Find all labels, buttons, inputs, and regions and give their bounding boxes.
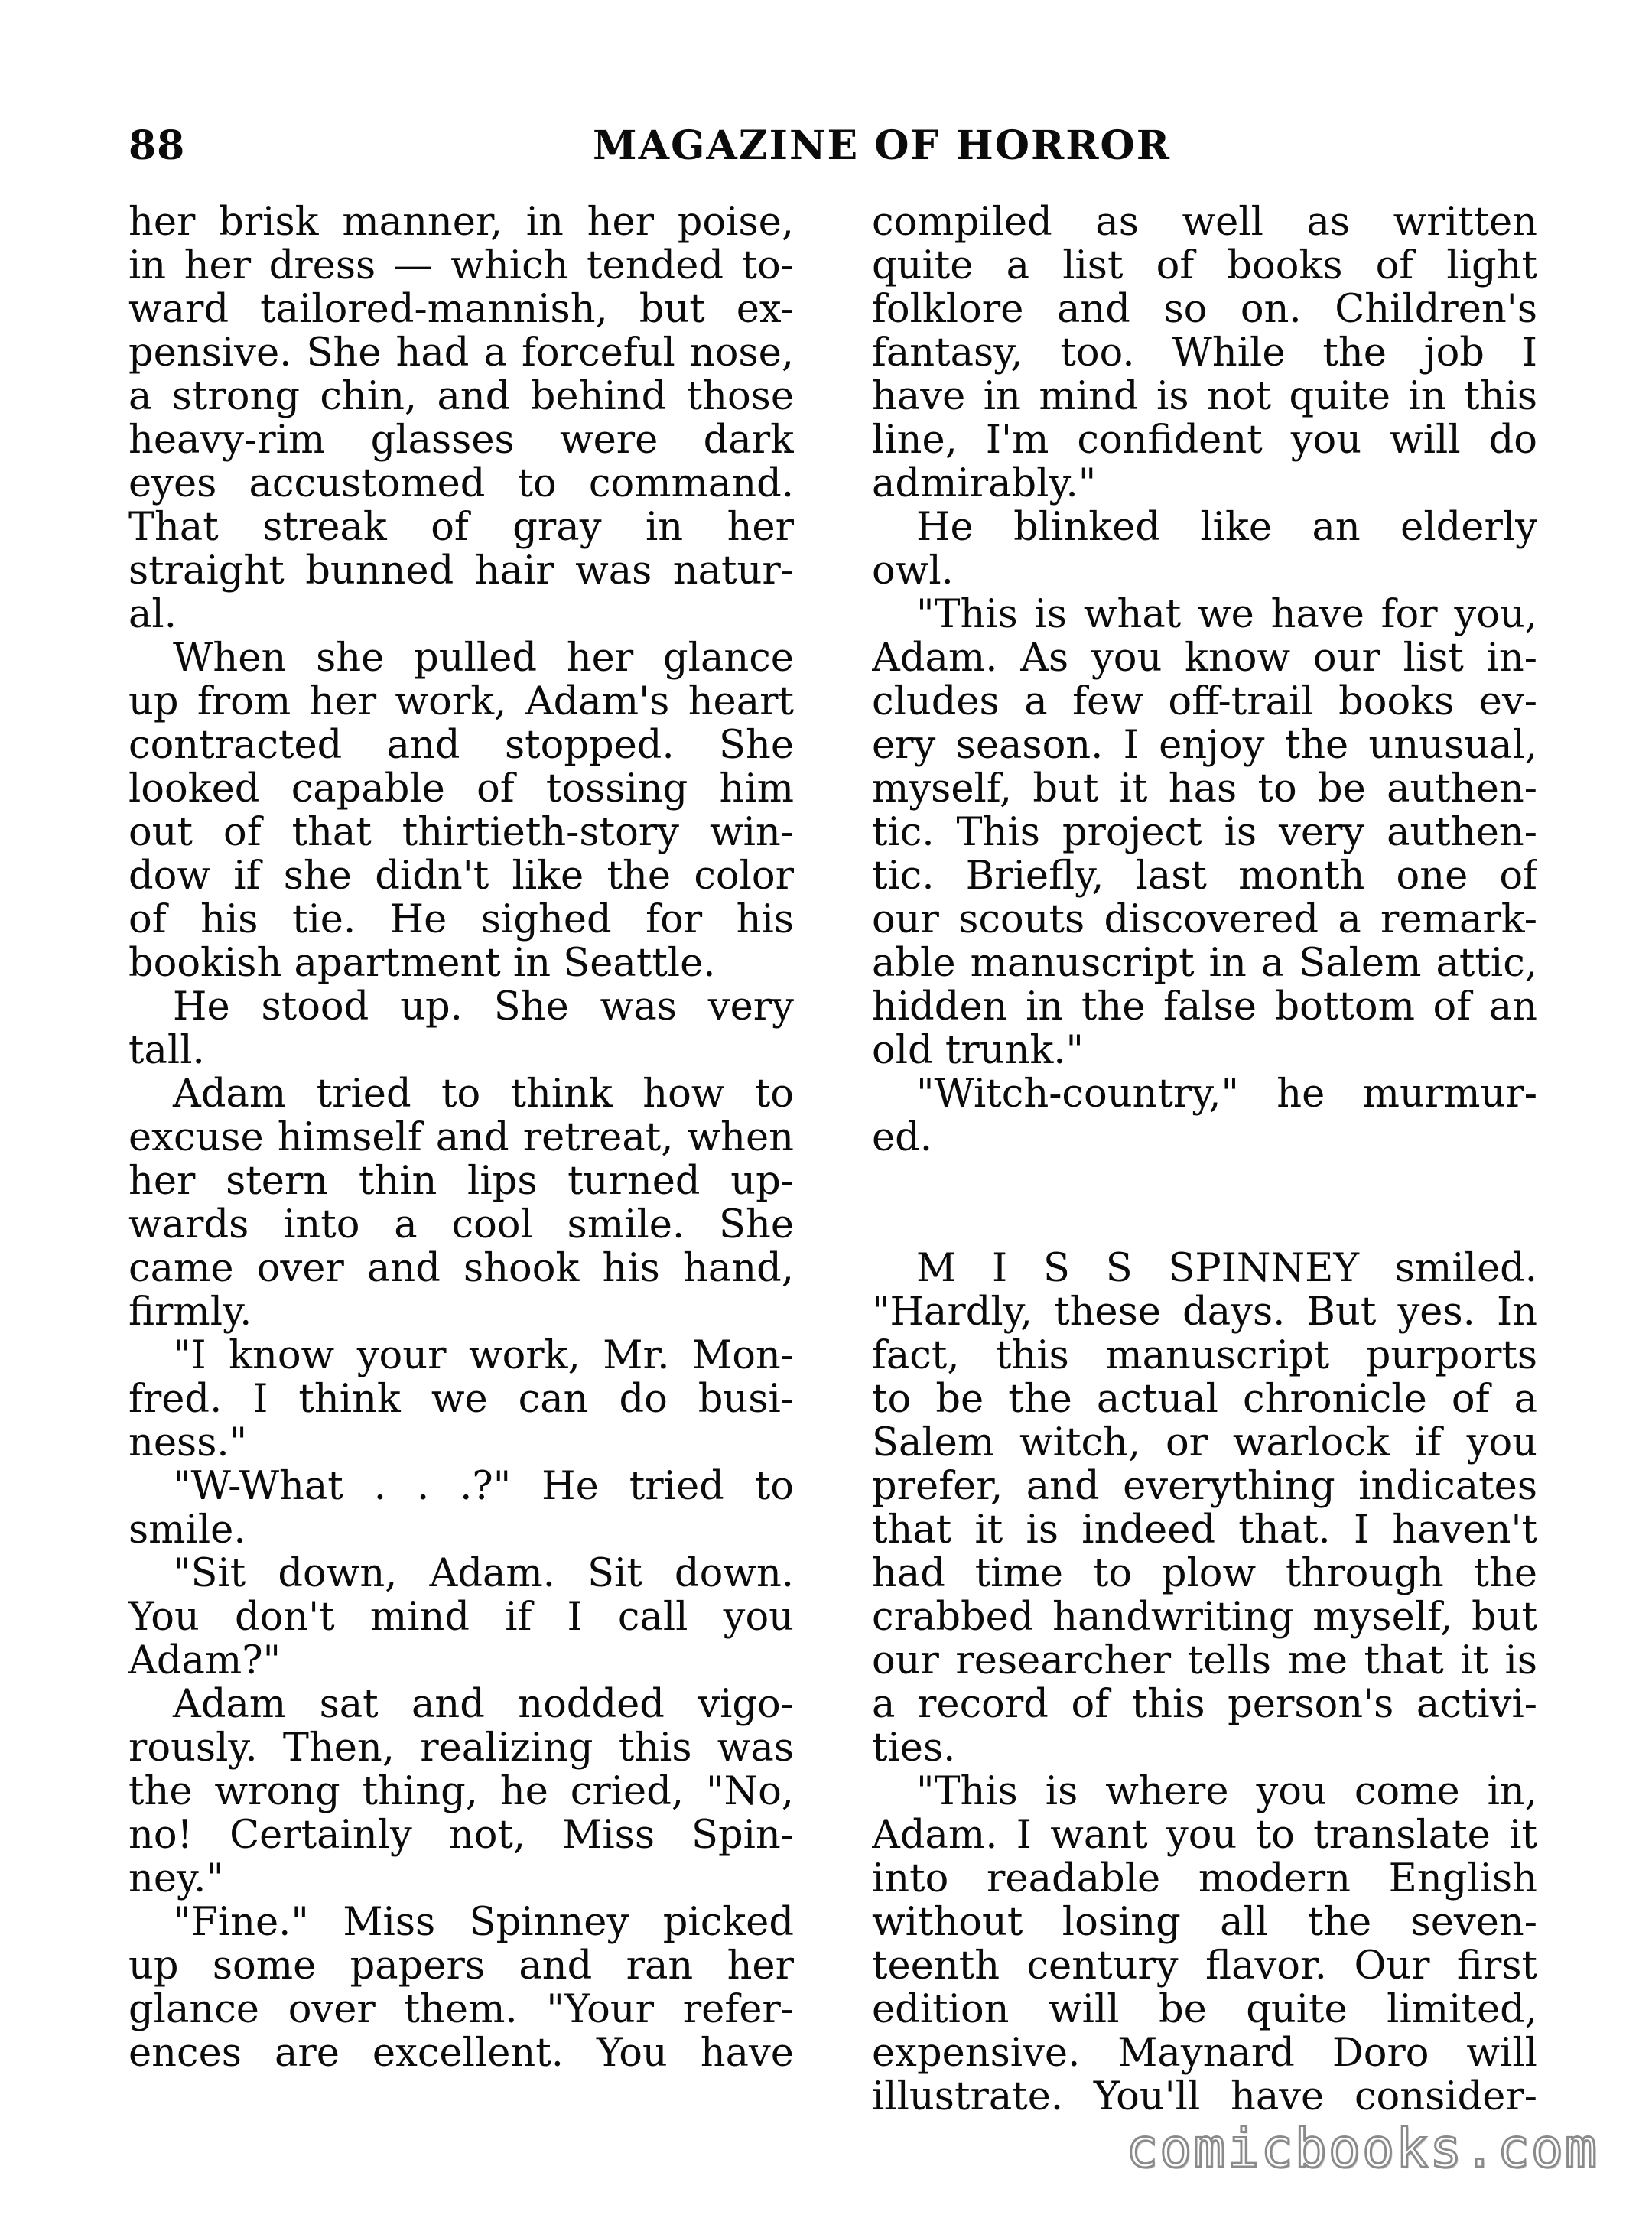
text-line: ties. [872, 1726, 956, 1770]
text-line: a record of this person's activi- [872, 1683, 1537, 1726]
text-line: You don't mind if I call you [128, 1595, 794, 1639]
text-line: illustrate. You'll have consider- [872, 2075, 1537, 2119]
text-line: tall. [128, 1029, 205, 1072]
text-line: Salem witch, or warlock if you [872, 1421, 1537, 1465]
text-line: myself, but it has to be authen- [872, 767, 1537, 811]
text-line: fantasy, too. While the job I [872, 331, 1537, 375]
text-line: "I know your work, Mr. Mon- [173, 1334, 794, 1377]
text-line: That streak of gray in her [128, 506, 794, 549]
text-line: without losing all the seven- [872, 1901, 1537, 1944]
text-line: owl. [872, 549, 954, 593]
text-line: admirably." [872, 462, 1097, 506]
text-line: ney." [128, 1857, 224, 1901]
text-line: expensive. Maynard Doro will [872, 2031, 1537, 2075]
text-line: have in mind is not quite in this [872, 375, 1537, 418]
text-line: fact, this manuscript purports [872, 1334, 1537, 1377]
text-line: able manuscript in a Salem attic, [872, 942, 1537, 985]
text-line: out of that thirtieth-story win- [128, 811, 794, 854]
text-line: looked capable of tossing him [128, 767, 794, 811]
text-line: Adam. As you know our list in- [872, 636, 1537, 680]
text-line: al. [128, 593, 177, 636]
text-line: M I S S SPINNEY smiled. [916, 1247, 1537, 1290]
text-line: hidden in the false bottom of an [872, 985, 1537, 1029]
text-line: had time to plow through the [872, 1552, 1537, 1595]
text-line: When she pulled her glance [173, 636, 794, 680]
text-line: a strong chin, and behind those [128, 375, 794, 418]
text-line: Adam tried to think how to [173, 1072, 794, 1116]
text-line: tic. Briefly, last month one of [872, 854, 1537, 898]
text-line: firmly. [128, 1290, 252, 1334]
text-line: old trunk." [872, 1029, 1085, 1072]
text-line: "This is where you come in, [916, 1770, 1537, 1813]
text-line: fred. I think we can do busi- [128, 1377, 794, 1421]
text-line: tic. This project is very authen- [872, 811, 1537, 854]
text-line: wards into a cool smile. She [128, 1203, 794, 1247]
text-line: contracted and stopped. She [128, 724, 794, 767]
text-line: heavy-rim glasses were dark [128, 418, 794, 462]
text-line: into readable modern English [872, 1857, 1537, 1901]
text-line: ery season. I enjoy the unusual, [872, 724, 1537, 767]
text-line: prefer, and everything indicates [872, 1465, 1537, 1508]
text-line: quite a list of books of light [872, 244, 1537, 288]
text-line: He blinked like an elderly [916, 506, 1537, 549]
text-line: "W-What . . .?" He tried to [173, 1465, 794, 1508]
watermark-logo: comicbooks.com [1125, 2117, 1598, 2180]
text-line: edition will be quite limited, [872, 1988, 1537, 2031]
text-line: teenth century flavor. Our first [872, 1944, 1537, 1988]
text-line: excuse himself and retreat, when [128, 1116, 794, 1159]
text-line: the wrong thing, he cried, "No, [128, 1770, 794, 1813]
text-line: Adam?" [128, 1639, 281, 1683]
text-line: pensive. She had a forceful nose, [128, 331, 794, 375]
page-header [128, 122, 1551, 176]
text-line: crabbed handwriting myself, but [872, 1595, 1537, 1639]
text-line: up some papers and ran her [128, 1944, 794, 1988]
text-line: ed. [872, 1116, 933, 1159]
text-line: smile. [128, 1508, 246, 1552]
text-line: cludes a few off-trail books ev- [872, 680, 1537, 724]
text-line: up from her work, Adam's heart [128, 680, 794, 724]
text-line: compiled as well as written [872, 200, 1537, 244]
text-line: to be the actual chronicle of a [872, 1377, 1537, 1421]
text-line: ness." [128, 1421, 248, 1465]
text-line: Adam sat and nodded vigo- [173, 1683, 794, 1726]
text-line: our researcher tells me that it is [872, 1639, 1537, 1683]
text-line: of his tie. He sighed for his [128, 898, 794, 942]
text-line: eyes accustomed to command. [128, 462, 794, 506]
text-line: glance over them. "Your refer- [128, 1988, 794, 2031]
text-line: came over and shook his hand, [128, 1247, 794, 1290]
text-line: folklore and so on. Children's [872, 288, 1537, 331]
text-line: "Hardly, these days. But yes. In [872, 1290, 1537, 1334]
text-line: line, I'm confident you will do [872, 418, 1537, 462]
text-line: that it is indeed that. I haven't [872, 1508, 1537, 1552]
text-line: no! Certainly not, Miss Spin- [128, 1813, 794, 1857]
text-line: our scouts discovered a remark- [872, 898, 1537, 942]
text-line: He stood up. She was very [173, 985, 794, 1029]
text-line: ences are excellent. You have [128, 2031, 794, 2075]
text-line: "Sit down, Adam. Sit down. [173, 1552, 794, 1595]
text-line: her stern thin lips turned up- [128, 1159, 794, 1203]
text-line: dow if she didn't like the color [128, 854, 794, 898]
page-number: 88 [128, 122, 186, 169]
left-text-column [128, 200, 794, 2075]
text-line: rously. Then, realizing this was [128, 1726, 794, 1770]
text-line: ward tailored-mannish, but ex- [128, 288, 794, 331]
text-line: "Fine." Miss Spinney picked [173, 1901, 794, 1944]
text-line: straight bunned hair was natur- [128, 549, 794, 593]
text-line: her brisk manner, in her poise, [128, 200, 794, 244]
section-break [872, 1159, 1537, 1247]
running-title: MAGAZINE OF HORROR [593, 122, 1171, 169]
text-line: "Witch-country," he murmur- [916, 1072, 1537, 1116]
right-text-column [872, 200, 1537, 2119]
text-line: "This is what we have for you, [916, 593, 1537, 636]
text-line: Adam. I want you to translate it [872, 1813, 1537, 1857]
text-line: in her dress — which tended to- [128, 244, 794, 288]
text-line: bookish apartment in Seattle. [128, 942, 716, 985]
